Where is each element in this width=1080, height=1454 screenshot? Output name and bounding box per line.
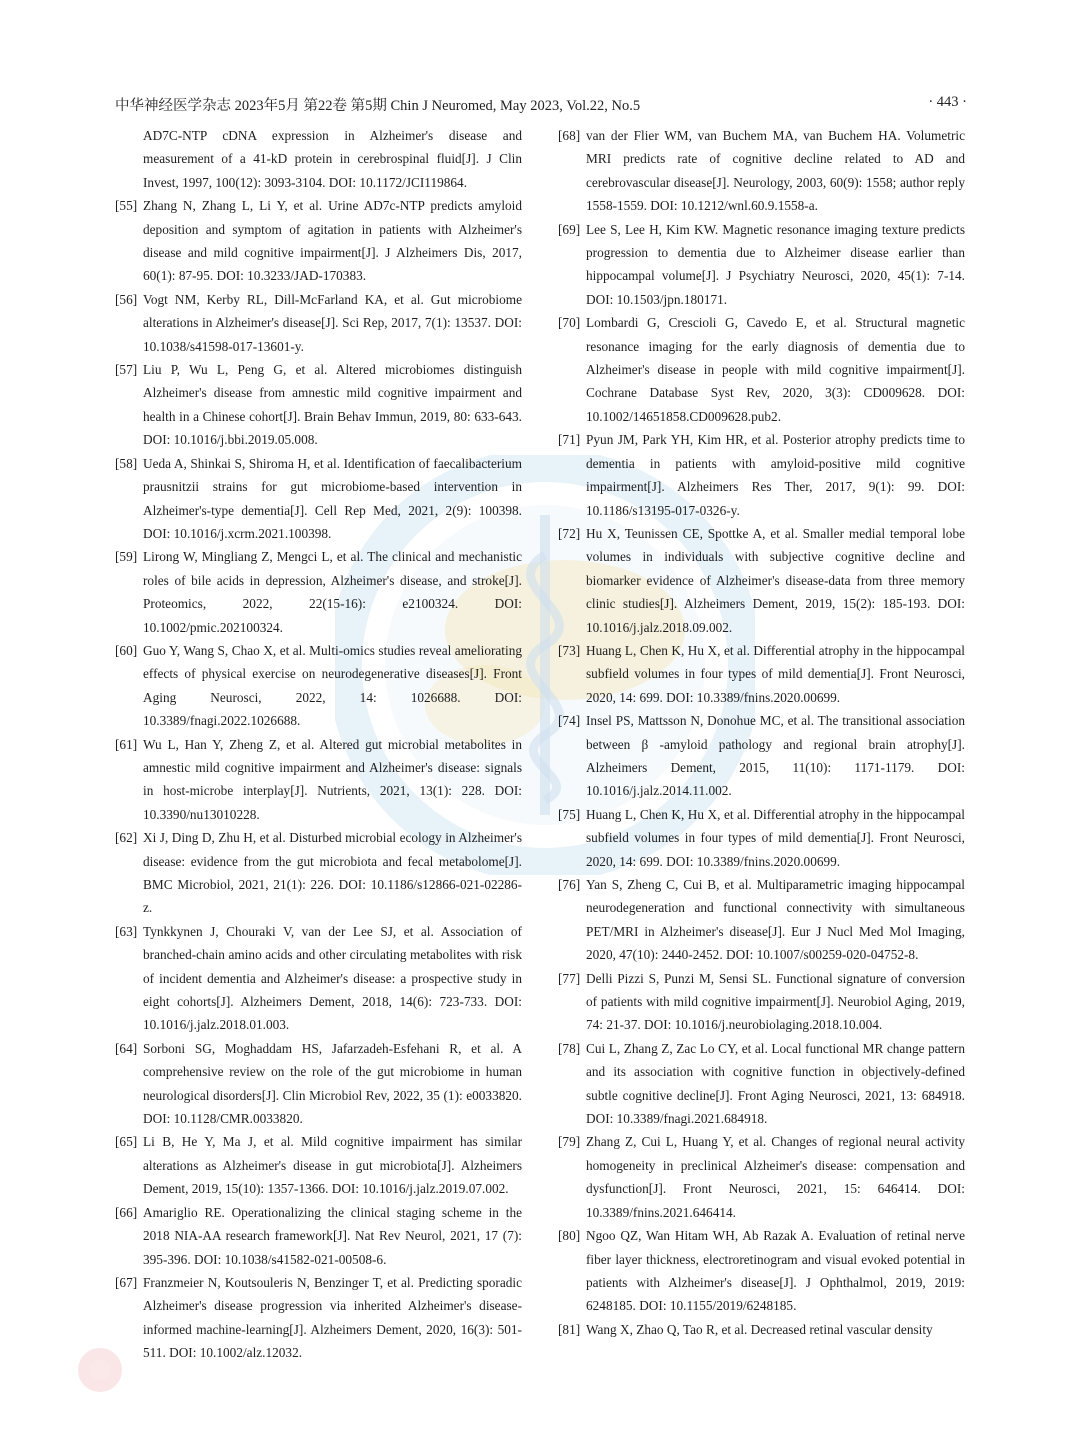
reference-text: Cui L, Zhang Z, Zac Lo CY, et al. Local functional MR change pattern and its association with cognitive function in objectively-defined subtle cognitive decline[J]. Front Aging Neurosci, 2021, 13: 684918. DOI: 10.3389/fnagi.2021.684918. [586,1040,965,1127]
reference-number: [74] [558,713,581,729]
reference-entry [558,967,965,1037]
reference-entry [115,358,522,452]
reference-number: [77] [558,970,581,986]
reference-text: Huang L, Chen K, Hu X, et al. Differential atrophy in the hippocampal subfield volumes in four types of mild dementia[J]. Front Neurosci, 2020, 14: 699. DOI: 10.3389/fnins.2020.00699. [586,642,965,705]
header-page-number: · 443 · [928,94,967,110]
reference-text: Ueda A, Shinkai S, Shiroma H, et al. Identification of faecalibacterium prausnitzii strains for gut microbiome-based intervention in Alzheimer's-type dementia[J]. Cell Rep Med, 2021, 2(9): 100398. DOI: 10.1016/j.xcrm.2021.100398. [143,455,522,541]
reference-entry [115,733,522,827]
reference-text: Delli Pizzi S, Punzi M, Sensi SL. Functional signature of conversion of patients with mild cognitive impairment[J]. Neurobiol Aging, 2019, 74: 21-37. DOI: 10.1016/j.neurobiolaging.2018.10.004. [586,970,965,1033]
reference-entry [558,522,965,639]
reference-text: Lombardi G, Crescioli G, Cavedo E, et al. Structural magnetic resonance imaging for the early diagnosis of dementia due to Alzheimer's disease in people with mild cognitive impairment[J]. Cochrane Database Syst Rev, 2020, 3(3): CD009628. DOI: 10.1002/14651858.CD009628.pub2. [586,315,965,424]
reference-entry [558,311,965,428]
reference-text: Lee S, Lee H, Kim KW. Magnetic resonance imaging texture predicts progression to dementia due to Alzheimer disease earlier than hippocampal volume[J]. J Psychiatry Neurosci, 2020, 45(1): 7-14. DOI: 10.1503/jpn.180171. [586,221,965,307]
reference-number: [65] [115,1134,138,1150]
reference-entry [558,1037,965,1131]
reference-text: Tynkkynen J, Chouraki V, van der Lee SJ, et al. Association of branched-chain amino acids and other circulating metabolites with risk of incident dementia and Alzheimer's disease: a prospective study in eight cohorts[J]. Alzheimers Dement, 2018, 14(6): 723-733. DOI: 10.1016/j.jalz.2018.01.003. [143,923,522,1033]
reference-entry [115,545,522,639]
reference-text: Guo Y, Wang S, Chao X, et al. Multi-omics studies reveal ameliorating effects of physical exercise on neurodegenerative diseases[J]. Front Aging Neurosci, 2022, 14: 1026688. DOI: 10.3389/fnagi.2022.1026688. [143,642,522,729]
reference-text: Insel PS, Mattsson N, Donohue MC, et al. The transitional association between β -amyloid pathology and regional brain atrophy[J]. Alzheimers Dement, 2015, 11(10): 1171-1179. DOI: 10.1016/j.jalz.2014.11.002. [586,713,965,799]
reference-text: Lirong W, Mingliang Z, Mengci L, et al. The clinical and mechanistic roles of bile acids in depression, Alzheimer's disease, and stroke[J]. Proteomics, 2022, 22(15-16): e2100324. DOI: 10.1002/pmic.202100324. [143,549,522,635]
reference-text: Li B, He Y, Ma J, et al. Mild cognitive impairment has similar alterations as Alzheimer's disease in gut microbiota[J]. Alzheimers Dement, 2019, 15(10): 1357-1366. DOI: 10.1016/j.jalz.2019.07.002. [143,1134,522,1197]
reference-entry [115,1201,522,1271]
reference-text: Huang L, Chen K, Hu X, et al. Differential atrophy in the hippocampal subfield volumes in four types of mild dementia[J]. Front Neurosci, 2020, 14: 699. DOI: 10.3389/fnins.2020.00699. [586,806,965,869]
reference-text: Hu X, Teunissen CE, Spottke A, et al. Smaller medial temporal lobe volumes in individuals with subjective cognitive decline and biomarker evidence of Alzheimer's disease-data from three memory clinic studies[J]. Alzheimers Dement, 2019, 15(2): 185-193. DOI: 10.1016/j.jalz.2018.09.002. [586,525,965,635]
reference-number: [62] [115,830,138,846]
reference-text: Liu P, Wu L, Peng G, et al. Altered microbiomes distinguish Alzheimer's disease from amnestic mild cognitive impairment and health in a Chinese cohort[J]. Brain Behav Immun, 2019, 80: 633-643. DOI: 10.1016/j.bbi.2019.05.008. [143,362,522,448]
reference-entry [558,428,965,522]
reference-number: [79] [558,1134,581,1150]
reference-number: [78] [558,1040,581,1056]
reference-text: Ngoo QZ, Wan Hitam WH, Ab Razak A. Evaluation of retinal nerve fiber layer thickness, electroretinogram and visual evoked potential in patients with Alzheimer's disease[J]. J Ophthalmol, 2019, 2019: 6248185. DOI: 10.1155/2019/6248185. [586,1228,965,1314]
reference-text: Yan S, Zheng C, Cui B, et al. Multiparametric imaging hippocampal neurodegeneration and functional connectivity with simultaneous PET/MRI in Alzheimer's disease[J]. Eur J Nucl Med Mol Imaging, 2020, 47(10): 2440-2452. DOI: 10.1007/s00259-020-04752-8. [586,877,965,963]
reference-number: [72] [558,525,581,541]
reference-number: [80] [558,1228,581,1244]
reference-text: Wu L, Han Y, Zheng Z, et al. Altered gut microbial metabolites in amnestic mild cognitive impairment and Alzheimer's disease: signals in host-microbe interplay[J]. Nutrients, 2021, 13(1): 228. DOI: 10.3390/nu13010228. [143,736,522,822]
reference-number: [63] [115,923,138,939]
reference-text: Pyun JM, Park YH, Kim HR, et al. Posterior atrophy predicts time to dementia in patients with amyloid-positive mild cognitive impairment[J]. Alzheimers Res Ther, 2017, 9(1): 99. DOI: 10.1186/s13195-017-0326-y. [586,432,965,518]
reference-number: [66] [115,1204,138,1220]
reference-number: [60] [115,642,138,658]
reference-text: AD7C-NTP cDNA expression in Alzheimer's disease and measurement of a 41-kD protein in cerebrospinal fluid[J]. J Clin Invest, 1997, 100(12): 3093-3104. DOI: 10.1172/JCI119864. [143,128,522,190]
reference-entry [558,1130,965,1224]
reference-text: Franzmeier N, Koutsouleris N, Benzinger T, et al. Predicting sporadic Alzheimer's disease progression via inherited Alzheimer's disease-informed machine-learning[J]. Alzheimers Dement, 2020, 16(3): 501-511. DOI: 10.1002/alz.12032. [143,1274,522,1361]
reference-entry [115,1130,522,1200]
reference-number: [59] [115,549,138,565]
reference-column-right [558,124,965,1341]
reference-number: [73] [558,642,581,658]
reference-entry [115,1271,522,1365]
reference-entry [115,194,522,288]
reference-entry [115,124,522,194]
reference-entry [558,218,965,312]
reference-entry [558,1318,965,1341]
reference-text: Xi J, Ding D, Zhu H, et al. Disturbed microbial ecology in Alzheimer's disease: evidence from the gut microbiota and fecal metabolome[J]. BMC Microbiol, 2021, 21(1): 226. DOI: 10.1186/s12866-021-02286-z. [143,830,522,916]
reference-entry [558,873,965,967]
reference-entry [115,920,522,1037]
reference-number: [55] [115,198,138,214]
reference-number: [81] [558,1321,581,1337]
reference-entry [558,124,965,218]
reference-text: van der Flier WM, van Buchem MA, van Buchem HA. Volumetric MRI predicts rate of cognitive decline related to AD and cerebrovascular disease[J]. Neurology, 2003, 60(9): 1558; author reply 1558-1559. DOI: 10.1212/wnl.60.9.1558-a. [586,128,965,214]
reference-number: [71] [558,432,581,448]
reference-number: [61] [115,736,138,752]
reference-entry [115,639,522,733]
reference-text: Zhang N, Zhang L, Li Y, et al. Urine AD7c-NTP predicts amyloid deposition and symptom of agitation in patients with Alzheimer's disease and mild cognitive impairment[J]. J Alzheimers Dis, 2017, 60(1): 87-95. DOI: 10.3233/JAD-170383. [143,198,522,284]
reference-entry [115,288,522,358]
reference-number: [75] [558,806,581,822]
header-journal-citation: 中华神经医学杂志 2023年5月 第22卷 第5期 Chin J Neuromed, May 2023, Vol.22, No.5 [115,98,641,114]
reference-number: [68] [558,128,581,143]
reference-number: [56] [115,291,138,307]
reference-column-left [115,124,522,1365]
reference-number: [67] [115,1274,138,1290]
running-header [115,94,967,118]
reference-number: [70] [558,315,581,331]
reference-entry [558,1224,965,1318]
reference-number: [57] [115,362,138,378]
reference-text: Zhang Z, Cui L, Huang Y, et al. Changes of regional neural activity homogeneity in preclinical Alzheimer's disease: compensation and dysfunction[J]. Front Neurosci, 2021, 15: 646414. DOI: 10.3389/fnins.2021.646414. [586,1134,965,1220]
reference-entry [115,1037,522,1131]
reference-text: Wang X, Zhao Q, Tao R, et al. Decreased retinal vascular density [586,1321,933,1337]
reference-entry [558,709,965,803]
reference-number: [58] [115,455,138,471]
reference-entry [115,826,522,920]
reference-entry [558,639,965,709]
reference-number: [64] [115,1040,138,1056]
reference-number: [76] [558,877,581,892]
reference-number: [69] [558,221,581,237]
reference-entry [558,803,965,873]
reference-entry [115,452,522,546]
reference-text: Sorboni SG, Moghaddam HS, Jafarzadeh-Esfehani R, et al. A comprehensive review on the role of the gut microbiome in human neurological disorders[J]. Clin Microbiol Rev, 2022, 35 (1): e0033820. DOI: 10.1128/CMR.0033820. [143,1040,522,1127]
reference-text: Amariglio RE. Operationalizing the clinical staging scheme in the 2018 NIA-AA research framework[J]. Nat Rev Neurol, 2021, 17 (7): 395-396. DOI: 10.1038/s41582-021-00508-6. [143,1204,522,1267]
reference-text: Vogt NM, Kerby RL, Dill-McFarland KA, et al. Gut microbiome alterations in Alzheimer's disease[J]. Sci Rep, 2017, 7(1): 13537. DOI: 10.1038/s41598-017-13601-y. [143,291,522,354]
